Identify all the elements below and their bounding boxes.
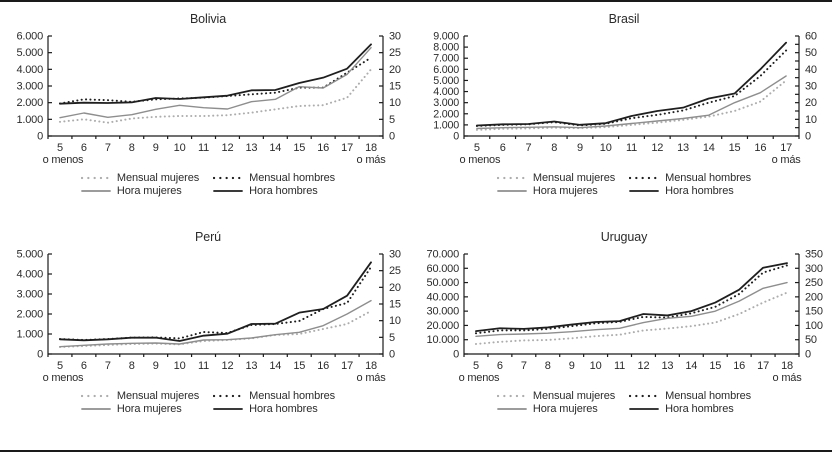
legend-item-hora-mujeres bbox=[497, 403, 615, 415]
x-axis-tick-label: 10 bbox=[599, 142, 612, 154]
chart-title-bolivia: Bolivia bbox=[189, 12, 227, 26]
legend-item-mensual-mujeres bbox=[497, 390, 615, 402]
right-axis-tick-label: 25 bbox=[389, 47, 401, 60]
x-axis-last-suffix: o más bbox=[771, 154, 801, 166]
charts-grid bbox=[0, 2, 832, 444]
legend-item-hora-mujeres bbox=[497, 185, 615, 197]
right-axis-tick-label: 20 bbox=[389, 281, 401, 294]
x-axis-tick-label: 18 bbox=[365, 142, 377, 154]
x-axis-tick-label: 9 bbox=[568, 360, 575, 372]
x-axis-tick-label: 16 bbox=[317, 142, 330, 154]
x-axis-tick-label: 17 bbox=[341, 142, 354, 154]
chart-title-brasil: Brasil bbox=[608, 12, 640, 26]
legend-item-hora-hombres bbox=[629, 403, 751, 415]
right-axis-tick-label: 5 bbox=[389, 113, 395, 126]
legend-label: Hora hombres bbox=[249, 185, 318, 197]
line-plot-brasil bbox=[416, 26, 832, 170]
series-mensual-hombres bbox=[476, 265, 787, 333]
x-axis-tick-label: 11 bbox=[198, 360, 210, 372]
series-hora-hombres bbox=[477, 43, 786, 126]
legend-label: Hora mujeres bbox=[532, 403, 598, 415]
x-axis-tick-label: 13 bbox=[245, 360, 258, 372]
legend-item-mensual-hombres bbox=[213, 172, 335, 184]
right-axis-tick-label: 15 bbox=[389, 80, 401, 93]
chart-bolivia bbox=[0, 8, 416, 226]
legend-item-mensual-mujeres bbox=[497, 172, 615, 184]
x-axis-tick-label: 11 bbox=[198, 142, 210, 154]
series-hora-mujeres bbox=[477, 76, 786, 129]
legend-item-hora-mujeres bbox=[81, 185, 199, 197]
dotted-line-marker-icon bbox=[629, 392, 659, 400]
chart-peru bbox=[0, 226, 416, 444]
dotted-line-marker-icon bbox=[497, 392, 527, 400]
right-axis-tick-label: 50 bbox=[805, 47, 817, 60]
right-axis-tick-label: 30 bbox=[389, 30, 401, 43]
x-axis-tick-label: 5 bbox=[57, 360, 63, 372]
legend-item-mensual-mujeres bbox=[81, 172, 199, 184]
left-axis-tick-label: 2.000 bbox=[16, 97, 43, 110]
x-axis-tick-label: 7 bbox=[104, 142, 111, 154]
left-axis-tick-label: 70.000 bbox=[426, 248, 459, 261]
legend-label: Hora hombres bbox=[249, 403, 318, 415]
left-axis-tick-label: 6.000 bbox=[16, 30, 43, 43]
right-axis-tick-label: 60 bbox=[805, 30, 817, 43]
left-axis-tick-label: 3.000 bbox=[16, 288, 43, 301]
x-axis-tick-label: 16 bbox=[317, 360, 330, 372]
right-axis-tick-label: 0 bbox=[389, 348, 395, 361]
x-axis-tick-label: 14 bbox=[685, 360, 698, 372]
legend-item-hora-hombres bbox=[213, 403, 335, 415]
legend-label: Hora mujeres bbox=[532, 185, 598, 197]
right-axis-tick-label: 40 bbox=[805, 63, 817, 76]
right-axis-tick-label: 10 bbox=[805, 113, 817, 126]
x-axis-tick-label: 14 bbox=[269, 360, 282, 372]
chart-legend-brasil bbox=[497, 172, 751, 197]
x-axis-tick-label: 10 bbox=[173, 142, 186, 154]
right-axis-tick-label: 200 bbox=[805, 291, 823, 304]
x-axis-tick-label: 14 bbox=[702, 142, 715, 154]
x-axis-tick-label: 9 bbox=[577, 142, 583, 154]
solid-line-marker-icon bbox=[629, 405, 659, 413]
right-axis-tick-label: 5 bbox=[389, 331, 395, 344]
x-axis-tick-label: 15 bbox=[293, 142, 306, 154]
chart-title-peru: Perú bbox=[194, 230, 221, 244]
x-axis-last-suffix: o más bbox=[356, 154, 386, 166]
legend-label: Mensual hombres bbox=[665, 390, 752, 402]
line-plot-bolivia bbox=[0, 26, 416, 170]
legend-label: Mensual mujeres bbox=[116, 390, 200, 402]
left-axis-tick-label: 6.000 bbox=[433, 63, 459, 76]
x-axis-tick-label: 7 bbox=[525, 142, 532, 154]
legend-label: Mensual hombres bbox=[249, 390, 336, 402]
x-axis-last-suffix: o más bbox=[772, 372, 802, 384]
right-axis-tick-label: 350 bbox=[805, 248, 823, 261]
left-axis-tick-label: 4.000 bbox=[16, 268, 43, 281]
x-axis-tick-label: 13 bbox=[661, 360, 674, 372]
x-axis-tick-label: 6 bbox=[499, 142, 506, 154]
dotted-line-marker-icon bbox=[81, 392, 111, 400]
x-axis-tick-label: 18 bbox=[365, 360, 377, 372]
left-axis-tick-label: 5.000 bbox=[433, 74, 459, 87]
x-axis-tick-label: 8 bbox=[544, 360, 551, 372]
right-axis-tick-label: 0 bbox=[389, 130, 395, 143]
solid-line-marker-icon bbox=[497, 187, 527, 195]
left-axis-tick-label: 0 bbox=[37, 130, 43, 143]
x-axis-tick-label: 5 bbox=[473, 142, 480, 154]
series-hora-mujeres bbox=[60, 48, 371, 118]
legend-item-hora-hombres bbox=[629, 185, 751, 197]
solid-line-marker-icon bbox=[629, 187, 659, 195]
left-axis-tick-label: 40.000 bbox=[426, 291, 459, 304]
right-axis-tick-label: 300 bbox=[805, 262, 823, 275]
x-axis-tick-label: 6 bbox=[80, 142, 87, 154]
x-axis-first-suffix: o menos bbox=[42, 372, 84, 384]
x-axis-tick-label: 6 bbox=[496, 360, 503, 372]
right-axis-tick-label: 30 bbox=[389, 248, 401, 261]
x-axis-first-suffix: o menos bbox=[458, 372, 500, 384]
x-axis-tick-label: 8 bbox=[128, 142, 135, 154]
x-axis-tick-label: 13 bbox=[677, 142, 689, 154]
legend-label: Hora mujeres bbox=[116, 185, 182, 197]
left-axis-tick-label: 9.000 bbox=[433, 30, 459, 43]
left-axis-tick-label: 2.000 bbox=[16, 308, 43, 321]
series-mensual-mujeres bbox=[60, 311, 371, 347]
x-axis-tick-label: 16 bbox=[733, 360, 746, 372]
right-axis-tick-label: 0 bbox=[805, 130, 811, 143]
chart-title-uruguay: Uruguay bbox=[600, 230, 648, 244]
solid-line-marker-icon bbox=[497, 405, 527, 413]
left-axis-tick-label: 7.000 bbox=[433, 52, 459, 65]
left-axis-tick-label: 0 bbox=[37, 348, 43, 361]
x-axis-tick-label: 17 bbox=[757, 360, 770, 372]
right-axis-tick-label: 100 bbox=[805, 319, 823, 332]
right-axis-tick-label: 10 bbox=[389, 97, 401, 110]
x-axis-tick-label: 14 bbox=[269, 142, 282, 154]
right-axis-tick-label: 20 bbox=[805, 97, 817, 110]
legend-label: Mensual hombres bbox=[665, 172, 752, 184]
right-axis-tick-label: 25 bbox=[389, 265, 401, 278]
x-axis-tick-label: 6 bbox=[80, 360, 87, 372]
left-axis-tick-label: 50.000 bbox=[426, 277, 459, 290]
left-axis-tick-label: 1.000 bbox=[433, 119, 459, 132]
x-axis-tick-label: 9 bbox=[152, 142, 159, 154]
x-axis-tick-label: 17 bbox=[341, 360, 354, 372]
dotted-line-marker-icon bbox=[81, 174, 111, 182]
dotted-line-marker-icon bbox=[497, 174, 527, 182]
x-axis-tick-label: 10 bbox=[173, 360, 186, 372]
legend-label: Hora hombres bbox=[665, 185, 734, 197]
legend-label: Mensual mujeres bbox=[116, 172, 200, 184]
right-axis-tick-label: 10 bbox=[389, 315, 401, 328]
x-axis-tick-label: 16 bbox=[754, 142, 767, 154]
line-plot-peru bbox=[0, 244, 416, 388]
x-axis-tick-label: 11 bbox=[614, 360, 626, 372]
x-axis-tick-label: 13 bbox=[245, 142, 258, 154]
x-axis-tick-label: 18 bbox=[781, 360, 793, 372]
x-axis-tick-label: 7 bbox=[520, 360, 527, 372]
legend-label: Mensual mujeres bbox=[532, 172, 616, 184]
right-axis-tick-label: 30 bbox=[805, 80, 817, 93]
chart-brasil bbox=[416, 8, 832, 226]
series-hora-hombres bbox=[476, 263, 787, 331]
left-axis-tick-label: 4.000 bbox=[433, 86, 459, 99]
left-axis-tick-label: 5.000 bbox=[16, 248, 43, 261]
dotted-line-marker-icon bbox=[629, 174, 659, 182]
legend-item-mensual-hombres bbox=[629, 172, 751, 184]
x-axis-tick-label: 9 bbox=[152, 360, 159, 372]
series-hora-hombres bbox=[60, 44, 371, 103]
legend-label: Mensual hombres bbox=[249, 172, 336, 184]
legend-item-hora-mujeres bbox=[81, 403, 199, 415]
dotted-line-marker-icon bbox=[213, 174, 243, 182]
right-axis-tick-label: 0 bbox=[805, 348, 811, 361]
x-axis-first-suffix: o menos bbox=[42, 154, 84, 166]
left-axis-tick-label: 30.000 bbox=[426, 305, 459, 318]
x-axis-tick-label: 12 bbox=[651, 142, 664, 154]
left-axis-tick-label: 0 bbox=[453, 348, 459, 361]
line-plot-uruguay bbox=[416, 244, 832, 388]
series-hora-hombres bbox=[60, 262, 371, 341]
x-axis-tick-label: 5 bbox=[57, 142, 63, 154]
right-axis-tick-label: 20 bbox=[389, 63, 401, 76]
right-axis-tick-label: 150 bbox=[805, 305, 823, 318]
right-axis-tick-label: 15 bbox=[389, 298, 401, 311]
x-axis-tick-label: 7 bbox=[104, 360, 111, 372]
left-axis-tick-label: 5.000 bbox=[16, 47, 43, 60]
chart-uruguay bbox=[416, 226, 832, 444]
legend-item-mensual-mujeres bbox=[81, 390, 199, 402]
x-axis-tick-label: 17 bbox=[780, 142, 793, 154]
left-axis-tick-label: 60.000 bbox=[426, 262, 459, 275]
x-axis-last-suffix: o más bbox=[356, 372, 386, 384]
legend-item-mensual-hombres bbox=[213, 390, 335, 402]
x-axis-tick-label: 10 bbox=[589, 360, 602, 372]
series-mensual-hombres bbox=[60, 267, 371, 340]
left-axis-tick-label: 3.000 bbox=[16, 80, 43, 93]
solid-line-marker-icon bbox=[81, 405, 111, 413]
legend-item-hora-hombres bbox=[213, 185, 335, 197]
x-axis-tick-label: 8 bbox=[551, 142, 558, 154]
chart-legend-uruguay bbox=[497, 390, 751, 415]
x-axis-tick-label: 12 bbox=[221, 142, 234, 154]
x-axis-tick-label: 11 bbox=[625, 142, 638, 154]
solid-line-marker-icon bbox=[213, 187, 243, 195]
left-axis-tick-label: 20.000 bbox=[426, 319, 459, 332]
left-axis-tick-label: 10.000 bbox=[426, 334, 459, 347]
left-axis-tick-label: 2.000 bbox=[433, 108, 459, 121]
solid-line-marker-icon bbox=[81, 187, 111, 195]
x-axis-tick-label: 12 bbox=[637, 360, 650, 372]
chart-legend-peru bbox=[81, 390, 335, 415]
x-axis-tick-label: 15 bbox=[293, 360, 306, 372]
chart-legend-bolivia bbox=[81, 172, 335, 197]
legend-label: Hora mujeres bbox=[116, 403, 182, 415]
right-axis-tick-label: 250 bbox=[805, 277, 823, 290]
x-axis-tick-label: 15 bbox=[728, 142, 741, 154]
left-axis-tick-label: 0 bbox=[453, 130, 459, 143]
right-axis-tick-label: 50 bbox=[805, 334, 817, 347]
legend-label: Mensual mujeres bbox=[532, 390, 616, 402]
legend-label: Hora hombres bbox=[665, 403, 734, 415]
x-axis-first-suffix: o menos bbox=[459, 154, 501, 166]
left-axis-tick-label: 1.000 bbox=[16, 113, 43, 126]
dotted-line-marker-icon bbox=[213, 392, 243, 400]
left-axis-tick-label: 8.000 bbox=[433, 41, 459, 54]
x-axis-tick-label: 15 bbox=[709, 360, 722, 372]
left-axis-tick-label: 4.000 bbox=[16, 63, 43, 76]
legend-item-mensual-hombres bbox=[629, 390, 751, 402]
x-axis-tick-label: 5 bbox=[473, 360, 479, 372]
solid-line-marker-icon bbox=[213, 405, 243, 413]
left-axis-tick-label: 3.000 bbox=[433, 97, 459, 110]
x-axis-tick-label: 12 bbox=[221, 360, 234, 372]
x-axis-tick-label: 8 bbox=[128, 360, 135, 372]
left-axis-tick-label: 1.000 bbox=[16, 328, 43, 341]
